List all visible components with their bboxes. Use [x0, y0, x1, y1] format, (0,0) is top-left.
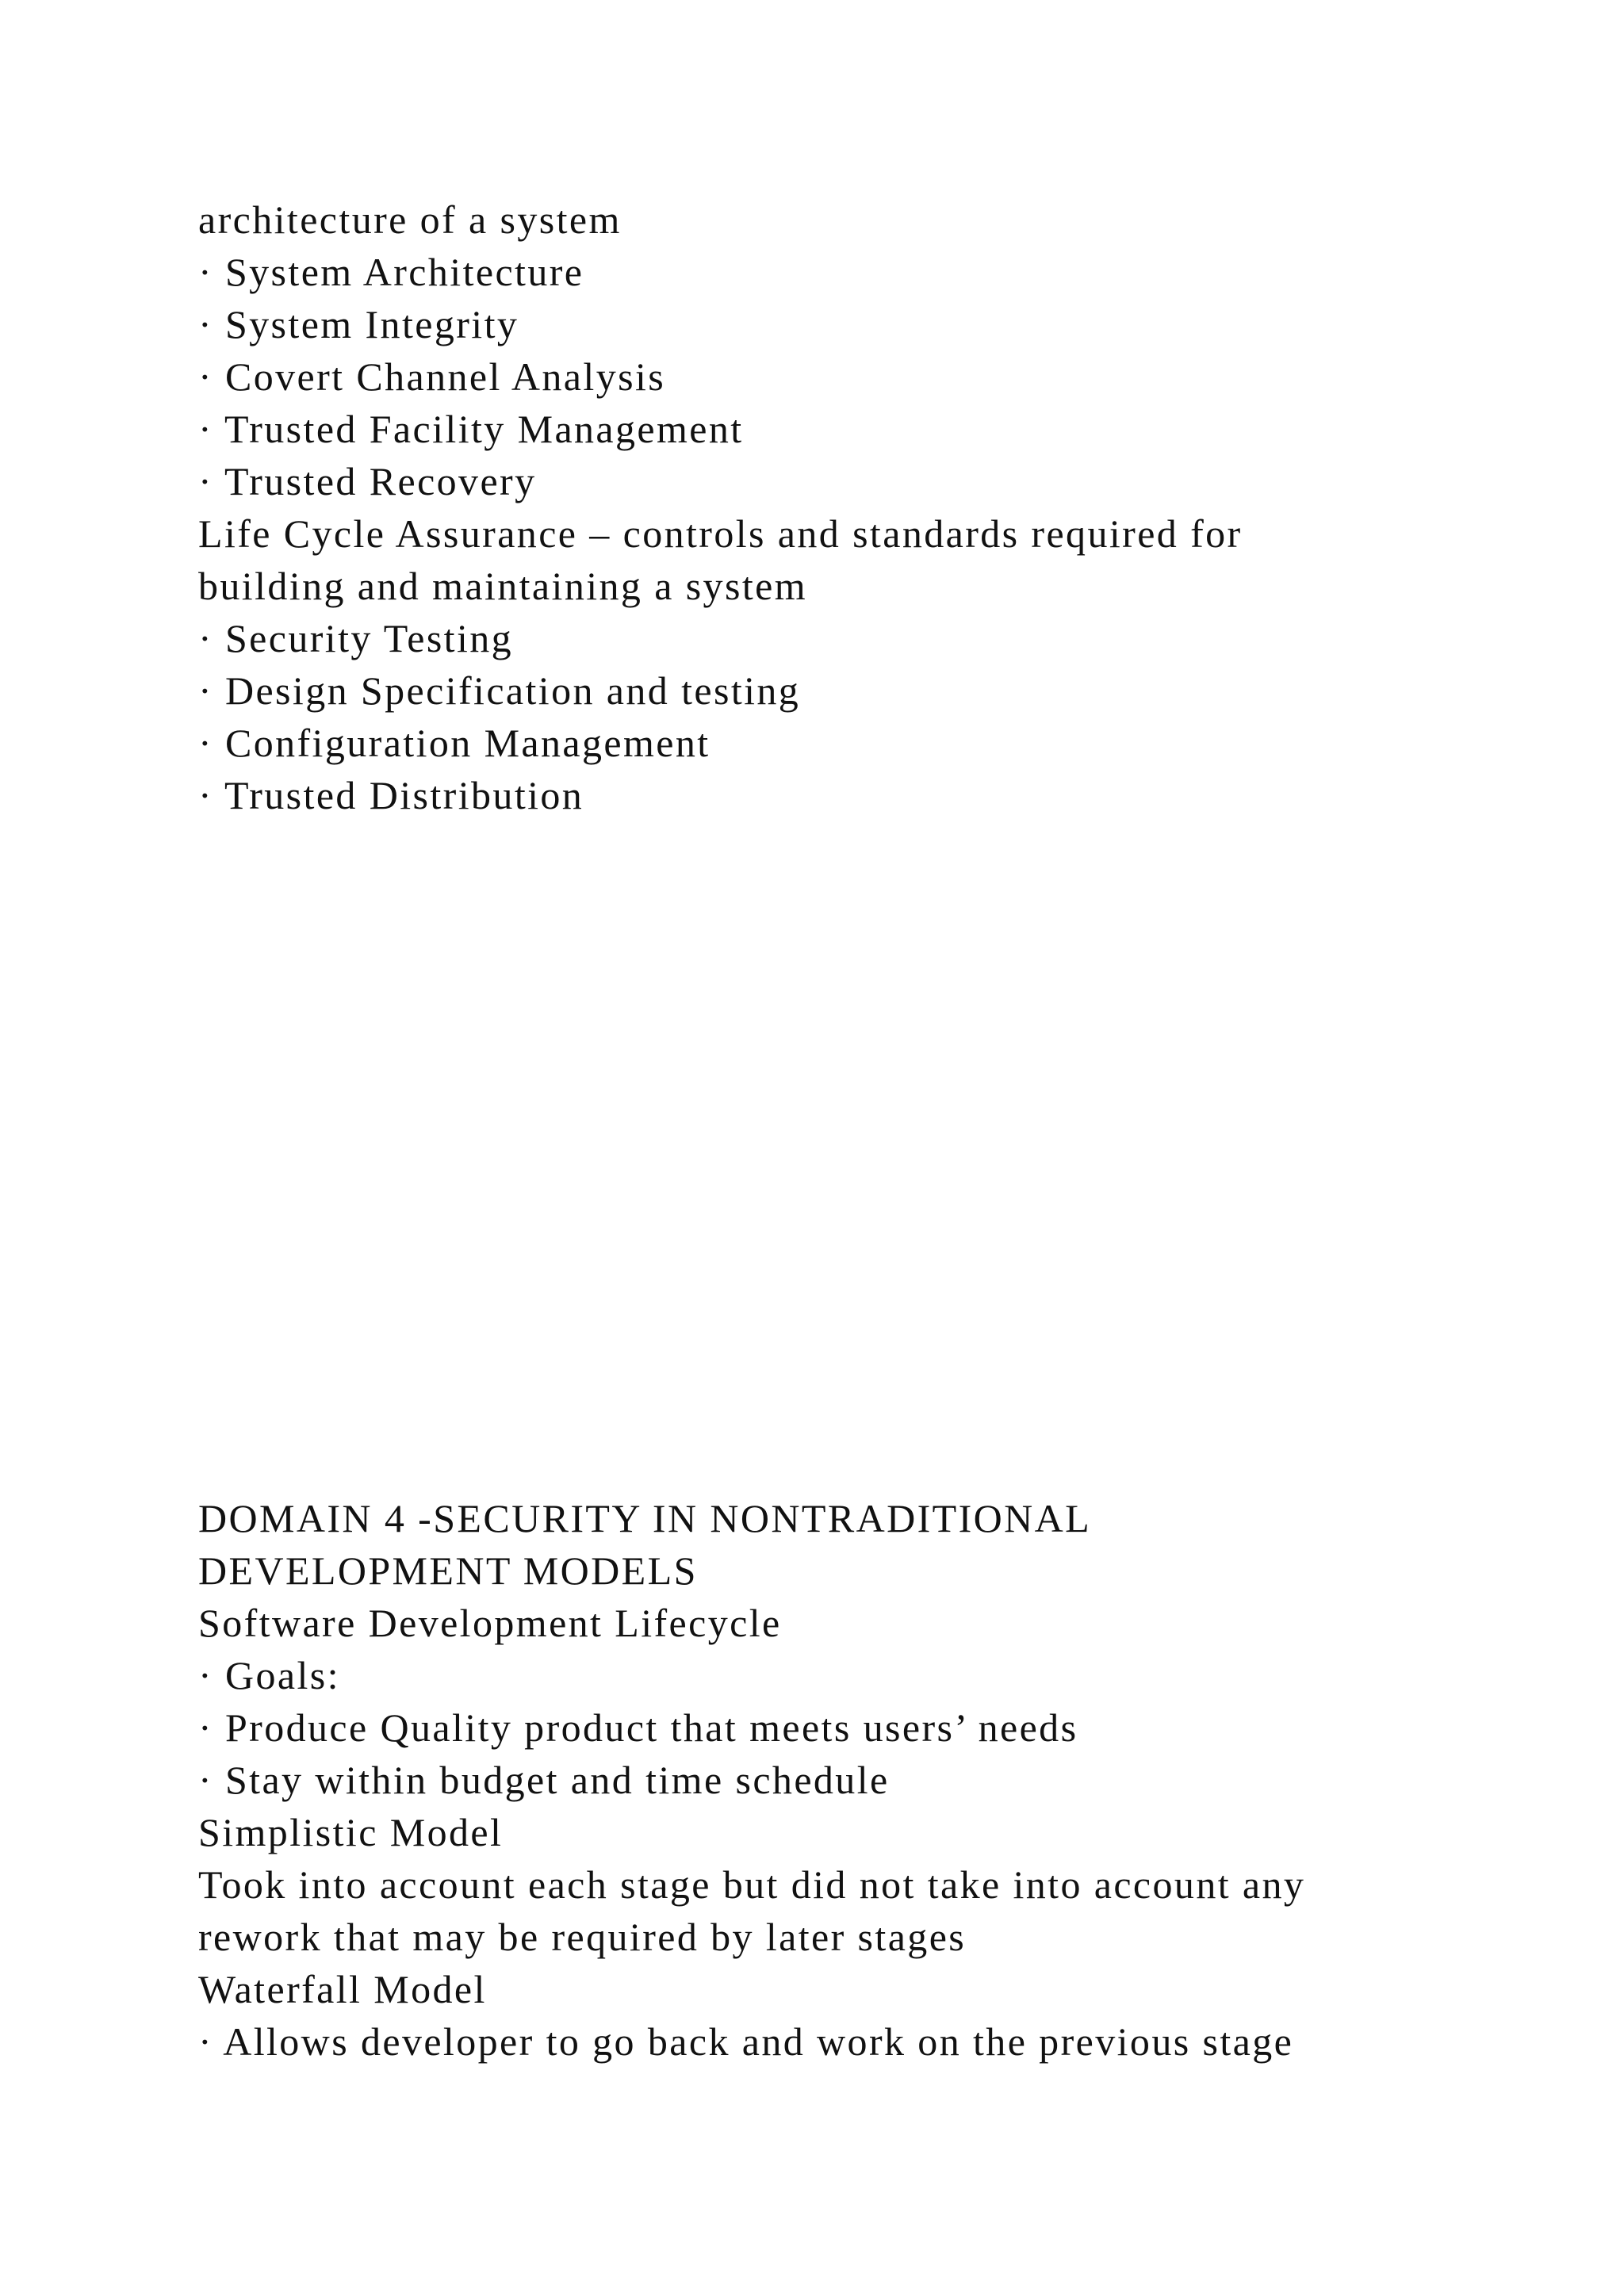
text-line: Life Cycle Assurance – controls and standards required for [198, 511, 1243, 556]
bullet-item: · Trusted Recovery [198, 459, 537, 503]
bullet-item: · Design Specification and testing [198, 668, 801, 713]
text-line: rework that may be required by later stages [198, 1915, 967, 1959]
bullet-item: · Produce Quality product that meets users’ needs [198, 1705, 1078, 1750]
text-line: architecture of a system [198, 197, 622, 242]
bullet-item: · System Architecture [198, 250, 584, 294]
text-block-top [198, 193, 1467, 821]
text-line: Took into account each stage but did not take into account any [198, 1862, 1306, 1907]
bullet-item: · Configuration Management [198, 721, 710, 765]
bullet-item: · System Integrity [198, 302, 519, 346]
bullet-item: · Covert Channel Analysis [198, 354, 666, 399]
section-heading: DEVELOPMENT MODELS [198, 1548, 698, 1593]
text-line: building and maintaining a system [198, 564, 807, 608]
bullet-item: · Trusted Facility Management [198, 407, 744, 451]
section-heading: DOMAIN 4 -SECURITY IN NONTRADITIONAL [198, 1496, 1092, 1540]
subheading: Waterfall Model [198, 1967, 487, 2011]
bullet-item: · Security Testing [198, 616, 514, 660]
subheading: Simplistic Model [198, 1810, 504, 1854]
bullet-item: · Goals: [198, 1653, 340, 1697]
bullet-item: · Allows developer to go back and work on the previous stage [198, 2019, 1294, 2064]
bullet-item: · Trusted Distribution [198, 773, 584, 817]
text-block-bottom [198, 1492, 1467, 2068]
subheading: Software Development Lifecycle [198, 1601, 782, 1645]
bullet-item: · Stay within budget and time schedule [198, 1758, 890, 1802]
